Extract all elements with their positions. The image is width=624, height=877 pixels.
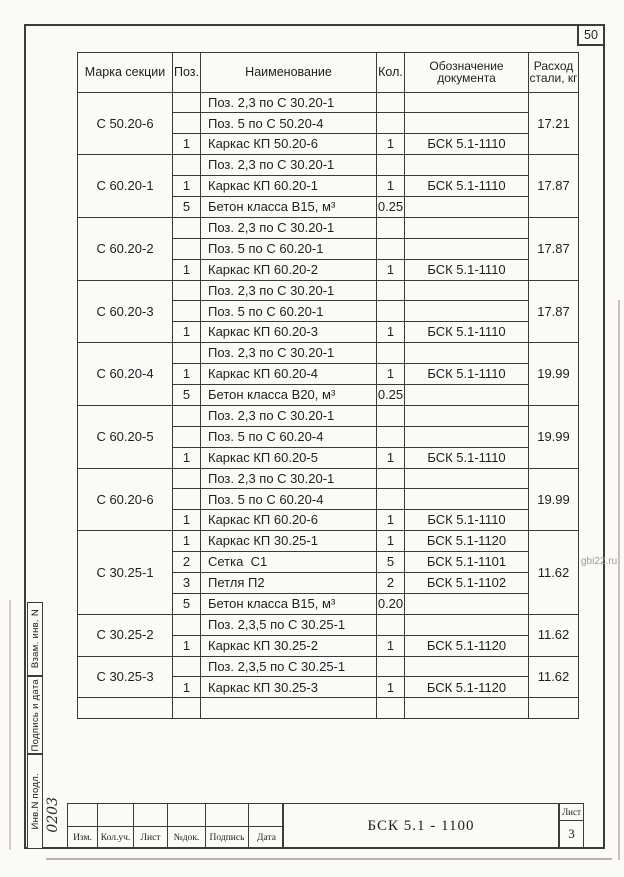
table-row bbox=[78, 405, 579, 426]
doc-cell: БСК 5.1-1110 bbox=[405, 510, 529, 531]
name-cell: Сетка С1 bbox=[201, 552, 377, 573]
page-edge-shadow-right bbox=[618, 300, 620, 860]
mark-cell: С 60.20-5 bbox=[78, 405, 173, 468]
qty-cell: 5 bbox=[377, 552, 405, 573]
name-cell: Поз. 2,3 по С 30.20-1 bbox=[201, 217, 377, 238]
pos-cell: 1 bbox=[173, 134, 201, 155]
qty-cell: 1 bbox=[377, 364, 405, 385]
table-row bbox=[78, 280, 579, 301]
name-cell: Каркас КП 60.20-4 bbox=[201, 364, 377, 385]
revision-cell-empty bbox=[249, 804, 284, 827]
qty-cell bbox=[377, 489, 405, 510]
pos-cell: 2 bbox=[173, 552, 201, 573]
doc-cell bbox=[405, 92, 529, 113]
table-row bbox=[78, 698, 579, 719]
doc-cell: БСК 5.1-1110 bbox=[405, 259, 529, 280]
table-row bbox=[78, 531, 579, 552]
qty-cell bbox=[377, 468, 405, 489]
watermark: gbi22.ru bbox=[581, 556, 618, 567]
pos-cell: 1 bbox=[173, 635, 201, 656]
header-steel-line2: стали, кг bbox=[529, 71, 578, 86]
mark-cell bbox=[78, 698, 173, 719]
doc-cell: БСК 5.1-1110 bbox=[405, 447, 529, 468]
doc-cell bbox=[405, 155, 529, 176]
qty-cell: 1 bbox=[377, 176, 405, 197]
header-name: Наименование bbox=[201, 53, 377, 93]
qty-cell bbox=[377, 217, 405, 238]
header-doc-line2: документа bbox=[437, 71, 496, 86]
pos-cell: 1 bbox=[173, 531, 201, 552]
sheet-box bbox=[559, 803, 584, 849]
doc-cell: БСК 5.1-1110 bbox=[405, 364, 529, 385]
table-header-row bbox=[78, 53, 579, 93]
stamp-cell-podpis-data-label: Подпись и дата bbox=[29, 678, 41, 752]
pos-cell bbox=[173, 426, 201, 447]
qty-cell: 1 bbox=[377, 677, 405, 698]
qty-cell: 1 bbox=[377, 531, 405, 552]
name-cell: Каркас КП 60.20-6 bbox=[201, 510, 377, 531]
header-mark: Марка секции bbox=[78, 53, 173, 93]
steel-cell: 11.62 bbox=[529, 656, 579, 698]
name-cell: Поз. 2,3 по С 30.20-1 bbox=[201, 155, 377, 176]
qty-cell: 1 bbox=[377, 134, 405, 155]
doc-cell bbox=[405, 280, 529, 301]
name-cell: Бетон класса В20, м³ bbox=[201, 384, 377, 405]
doc-cell bbox=[405, 426, 529, 447]
mark-cell: С 30.25-3 bbox=[78, 656, 173, 698]
qty-cell bbox=[377, 113, 405, 134]
name-cell: Каркас КП 30.25-2 bbox=[201, 635, 377, 656]
qty-cell bbox=[377, 698, 405, 719]
name-cell: Поз. 2,3 по С 30.20-1 bbox=[201, 468, 377, 489]
header-steel bbox=[529, 53, 579, 93]
steel-cell: 19.99 bbox=[529, 405, 579, 468]
revision-label-podpis: Подпись bbox=[206, 827, 249, 848]
name-cell: Бетон класса В15, м³ bbox=[201, 593, 377, 614]
doc-cell: БСК 5.1-1110 bbox=[405, 176, 529, 197]
table-row bbox=[78, 656, 579, 677]
mark-cell: С 50.20-6 bbox=[78, 92, 173, 155]
doc-cell bbox=[405, 238, 529, 259]
doc-cell bbox=[405, 489, 529, 510]
revision-cell-empty bbox=[168, 804, 206, 827]
page-number-box bbox=[577, 26, 603, 46]
qty-cell bbox=[377, 614, 405, 635]
doc-cell bbox=[405, 593, 529, 614]
qty-cell: 0.25 bbox=[377, 384, 405, 405]
name-cell: Петля П2 bbox=[201, 572, 377, 593]
revision-label-izm: Изм. bbox=[68, 827, 98, 848]
mark-cell: С 60.20-6 bbox=[78, 468, 173, 531]
steel-cell: 19.99 bbox=[529, 343, 579, 406]
pos-cell: 1 bbox=[173, 364, 201, 385]
qty-cell bbox=[377, 405, 405, 426]
revision-cell-empty bbox=[68, 804, 98, 827]
pos-cell bbox=[173, 698, 201, 719]
mark-cell: С 30.25-1 bbox=[78, 531, 173, 615]
steel-cell: 17.87 bbox=[529, 280, 579, 343]
pos-cell: 5 bbox=[173, 384, 201, 405]
doc-cell bbox=[405, 343, 529, 364]
doc-cell: БСК 5.1-1120 bbox=[405, 531, 529, 552]
stamp-cell-vzam-inv-label: Взам. инв. N bbox=[29, 609, 41, 669]
doc-cell bbox=[405, 614, 529, 635]
name-cell: Поз. 2,3,5 по С 30.25-1 bbox=[201, 656, 377, 677]
qty-cell bbox=[377, 301, 405, 322]
table-row bbox=[78, 468, 579, 489]
name-cell: Каркас КП 50.20-6 bbox=[201, 134, 377, 155]
qty-cell: 0.25 bbox=[377, 196, 405, 217]
revision-cell-empty bbox=[206, 804, 249, 827]
doc-cell bbox=[405, 405, 529, 426]
name-cell: Каркас КП 30.25-3 bbox=[201, 677, 377, 698]
table-row bbox=[78, 155, 579, 176]
name-cell: Поз. 2,3,5 по С 30.25-1 bbox=[201, 614, 377, 635]
name-cell: Поз. 2,3 по С 30.20-1 bbox=[201, 280, 377, 301]
steel-cell: 17.87 bbox=[529, 217, 579, 280]
qty-cell bbox=[377, 343, 405, 364]
pos-cell bbox=[173, 155, 201, 176]
table-row bbox=[78, 92, 579, 113]
qty-cell: 1 bbox=[377, 447, 405, 468]
page-edge-shadow-bottom bbox=[46, 858, 612, 860]
qty-cell: 1 bbox=[377, 322, 405, 343]
mark-cell: С 30.25-2 bbox=[78, 614, 173, 656]
name-cell: Поз. 2,3 по С 30.20-1 bbox=[201, 92, 377, 113]
qty-cell: 1 bbox=[377, 635, 405, 656]
qty-cell bbox=[377, 656, 405, 677]
table-row bbox=[78, 217, 579, 238]
pos-cell bbox=[173, 92, 201, 113]
doc-cell bbox=[405, 468, 529, 489]
name-cell: Каркас КП 60.20-5 bbox=[201, 447, 377, 468]
doc-cell: БСК 5.1-1120 bbox=[405, 677, 529, 698]
pos-cell bbox=[173, 468, 201, 489]
name-cell: Каркас КП 60.20-1 bbox=[201, 176, 377, 197]
stamp-cell-podpis-data bbox=[27, 676, 43, 754]
doc-cell bbox=[405, 698, 529, 719]
steel-cell bbox=[529, 698, 579, 719]
sheet-number: 3 bbox=[568, 826, 575, 841]
qty-cell: 1 bbox=[377, 259, 405, 280]
page-edge-shadow-left bbox=[9, 600, 11, 850]
pos-cell bbox=[173, 489, 201, 510]
spec-table bbox=[77, 52, 579, 719]
revision-label-koluch: Кол.уч. bbox=[98, 827, 134, 848]
pos-cell bbox=[173, 656, 201, 677]
header-doc bbox=[405, 53, 529, 93]
pos-cell bbox=[173, 113, 201, 134]
name-cell: Бетон класса В15, м³ bbox=[201, 196, 377, 217]
name-cell: Поз. 5 по С 60.20-1 bbox=[201, 238, 377, 259]
pos-cell: 1 bbox=[173, 259, 201, 280]
qty-cell bbox=[377, 92, 405, 113]
name-cell bbox=[201, 698, 377, 719]
doc-cell: БСК 5.1-1110 bbox=[405, 322, 529, 343]
sheet-label: Лист bbox=[560, 804, 583, 821]
pos-cell bbox=[173, 217, 201, 238]
pos-cell: 1 bbox=[173, 322, 201, 343]
pos-cell bbox=[173, 280, 201, 301]
pos-cell: 1 bbox=[173, 176, 201, 197]
name-cell: Каркас КП 30.25-1 bbox=[201, 531, 377, 552]
stamp-cell-inv-podl-label: Инв.N подл. bbox=[29, 773, 41, 830]
titleblock-revision-table bbox=[67, 803, 283, 849]
mark-cell: С 60.20-4 bbox=[78, 343, 173, 406]
revision-label-ndok: №док. bbox=[168, 827, 206, 848]
header-pos: Поз. bbox=[173, 53, 201, 93]
document-number: БСК 5.1 - 1100 bbox=[367, 817, 475, 834]
revision-label-data: Дата bbox=[257, 832, 276, 843]
name-cell: Поз. 5 по С 60.20-4 bbox=[201, 426, 377, 447]
qty-cell: 0.20 bbox=[377, 593, 405, 614]
pos-cell: 5 bbox=[173, 593, 201, 614]
steel-cell: 11.62 bbox=[529, 614, 579, 656]
doc-cell bbox=[405, 301, 529, 322]
pos-cell: 1 bbox=[173, 510, 201, 531]
steel-cell: 17.87 bbox=[529, 155, 579, 218]
pos-cell: 3 bbox=[173, 572, 201, 593]
name-cell: Поз. 5 по С 60.20-4 bbox=[201, 489, 377, 510]
pos-cell bbox=[173, 614, 201, 635]
doc-cell: БСК 5.1-1102 bbox=[405, 572, 529, 593]
name-cell: Поз. 5 по С 50.20-4 bbox=[201, 113, 377, 134]
table-row bbox=[78, 614, 579, 635]
qty-cell bbox=[377, 155, 405, 176]
mark-cell: С 60.20-2 bbox=[78, 217, 173, 280]
steel-cell: 11.62 bbox=[529, 531, 579, 615]
pos-cell bbox=[173, 301, 201, 322]
pos-cell bbox=[173, 343, 201, 364]
mark-cell: С 60.20-1 bbox=[78, 155, 173, 218]
header-qty: Кол. bbox=[377, 53, 405, 93]
name-cell: Каркас КП 60.20-2 bbox=[201, 259, 377, 280]
qty-cell bbox=[377, 238, 405, 259]
page-number: 50 bbox=[584, 28, 598, 42]
document-number-cell bbox=[283, 803, 559, 849]
name-cell: Поз. 2,3 по С 30.20-1 bbox=[201, 405, 377, 426]
mark-cell: С 60.20-3 bbox=[78, 280, 173, 343]
stamp-cell-inv-podl bbox=[27, 754, 43, 849]
doc-cell: БСК 5.1-1120 bbox=[405, 635, 529, 656]
doc-cell bbox=[405, 113, 529, 134]
pos-cell bbox=[173, 405, 201, 426]
doc-cell bbox=[405, 384, 529, 405]
table-row bbox=[78, 343, 579, 364]
steel-cell: 17.21 bbox=[529, 92, 579, 155]
qty-cell bbox=[377, 280, 405, 301]
revision-cell-empty bbox=[134, 804, 168, 827]
pos-cell: 1 bbox=[173, 677, 201, 698]
stamp-cell-vzam-inv bbox=[27, 602, 43, 676]
qty-cell: 1 bbox=[377, 510, 405, 531]
pos-cell: 5 bbox=[173, 196, 201, 217]
doc-cell: БСК 5.1-1110 bbox=[405, 134, 529, 155]
doc-cell: БСК 5.1-1101 bbox=[405, 552, 529, 573]
qty-cell bbox=[377, 426, 405, 447]
steel-cell: 19.99 bbox=[529, 468, 579, 531]
doc-cell bbox=[405, 196, 529, 217]
header-steel-line1: Расход bbox=[533, 58, 574, 73]
revision-cell-empty bbox=[98, 804, 134, 827]
header-doc-line1: Обозначение bbox=[429, 58, 504, 73]
handwritten-inventory-number: 0203 bbox=[45, 797, 61, 833]
pos-cell: 1 bbox=[173, 447, 201, 468]
doc-cell bbox=[405, 656, 529, 677]
name-cell: Каркас КП 60.20-3 bbox=[201, 322, 377, 343]
pos-cell bbox=[173, 238, 201, 259]
doc-cell bbox=[405, 217, 529, 238]
name-cell: Поз. 5 по С 60.20-1 bbox=[201, 301, 377, 322]
name-cell: Поз. 2,3 по С 30.20-1 bbox=[201, 343, 377, 364]
qty-cell: 2 bbox=[377, 572, 405, 593]
revision-label-list: Лист bbox=[134, 827, 168, 848]
